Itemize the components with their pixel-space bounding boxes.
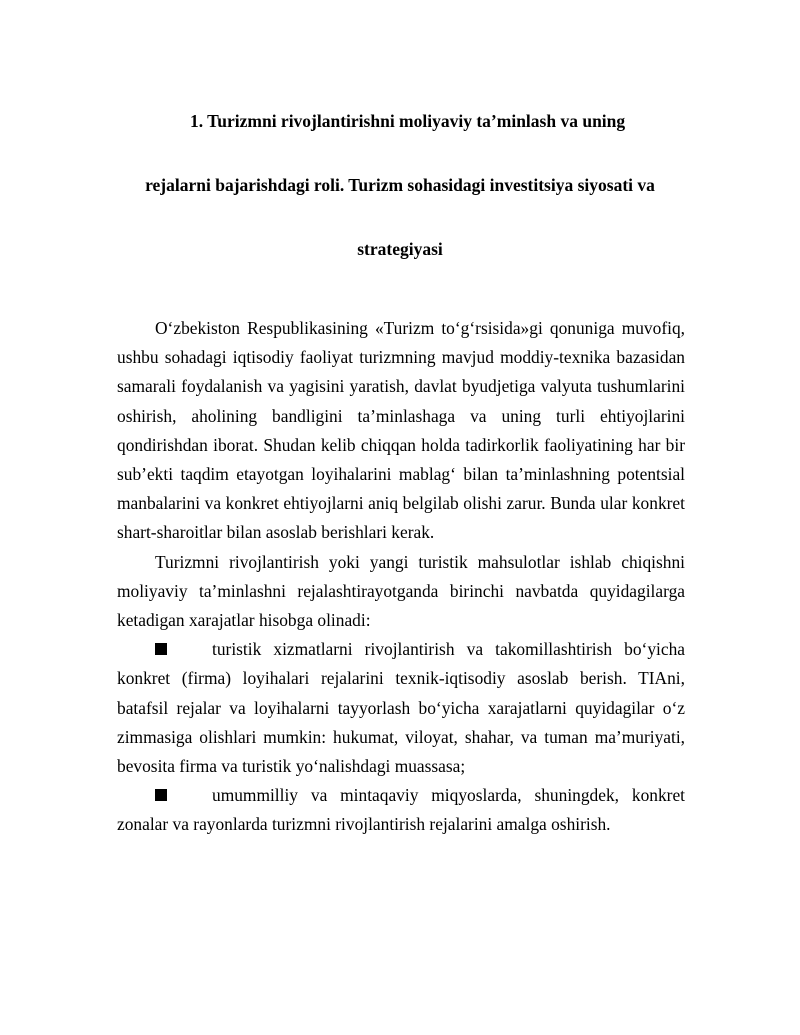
heading-line-3: strategiyasi bbox=[357, 239, 443, 259]
black-square-bullet-icon bbox=[155, 643, 167, 655]
bullet-item-1 bbox=[117, 635, 685, 781]
bullet-text-1: turistik xizmatlarni rivojlantirish va takomillashtirish bo‘yicha konkret (firma) loyihalari rejalarini texnik-iqtisodiy asoslab berish. TIAni, batafsil rejalar va loyihalarni tayyorlash bo‘yicha xarajatlarni quyidagilar o‘z zimmasiga olishlari mumkin: hukumat, viloyat, shahar, va tuman ma’muriyati, bevosita firma va turistik yo‘nalishdagi muassasa; bbox=[117, 639, 685, 777]
heading-line-2: rejalarni bajarishdagi roli. Turizm sohasidagi investitsiya siyosati va bbox=[145, 175, 655, 195]
black-square-bullet-icon bbox=[155, 789, 167, 801]
bullet-text-2: umummilliy va mintaqaviy miqyoslarda, shuningdek, konkret zonalar va rayonlarda turizmni rivojlantirish rejalarini amalga oshirish. bbox=[117, 785, 685, 835]
bullet-item-2 bbox=[117, 781, 685, 839]
heading-line-1: 1. Turizmni rivojlantirishni moliyaviy ta’minlash va uning bbox=[190, 111, 626, 131]
body-text bbox=[117, 314, 685, 840]
paragraph-2: Turizmni rivojlantirish yoki yangi turistik mahsulotlar ishlab chiqishni moliyaviy ta’minlashni rejalashtirayotganda birinchi navbatda quyidagilarga ketadigan xarajatlar hisobga olinadi: bbox=[117, 551, 685, 631]
paragraph-1: O‘zbekiston Respublikasining «Turizm to‘g‘rsisida»gi qonuniga muvofiq, ushbu sohadagi iqtisodiy faoliyat turizmning mavjud moddiy-texnika bazasidan samarali foydalanish va yagisini yaratish, davlat byudjetiga valyuta tushumlarini oshirish, aholining bandligini ta’minlashaga va uning turli ehtiyojlarini qondirishdan iborat. Shudan kelib chiqqan holda tadirkorlik faoliyatining har bir sub’ekti taqdim etayotgan loyihalarini mablag‘ bilan ta’minlashning potentsial manbalarini va konkret ehtiyojlarni aniq belgilab olishi zarur. Bunda ular konkret shart-sharoitlar bilan asoslab berishlari kerak. bbox=[117, 318, 685, 543]
